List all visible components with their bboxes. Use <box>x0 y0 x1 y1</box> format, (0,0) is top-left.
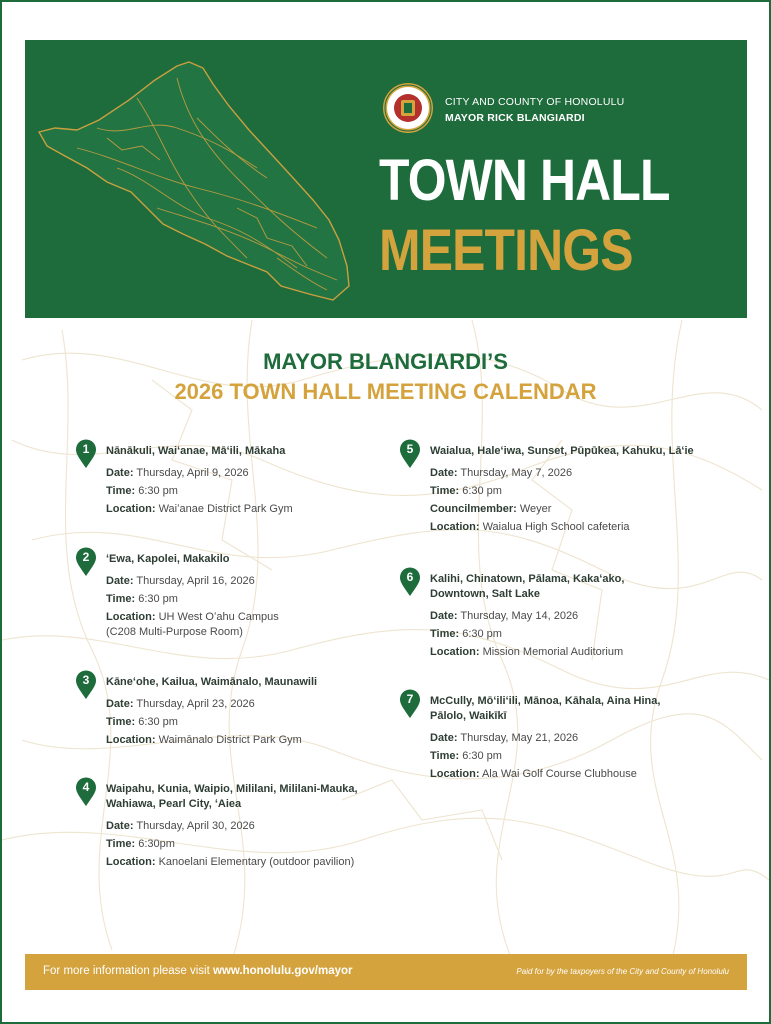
header-banner <box>25 40 747 318</box>
calendar-heading-mayor: MAYOR BLANGIARDI’S <box>263 349 508 374</box>
date-label: Date: <box>106 575 134 587</box>
footer-info <box>43 965 353 977</box>
location-pin-icon <box>399 439 421 469</box>
location-pin-icon <box>399 689 421 719</box>
location-label: Location: <box>106 611 156 623</box>
paid-for-disclaimer: Paid for by the taxpoyers of the City and County of Honolulu <box>516 967 729 976</box>
meeting-item <box>406 692 670 782</box>
meeting-date-row <box>106 694 406 712</box>
calendar-heading-year: 2026 TOWN HALL MEETING CALENDAR <box>174 379 597 404</box>
meeting-location-row <box>430 764 670 782</box>
date-label: Date: <box>106 820 134 832</box>
meeting-location-row <box>430 642 630 660</box>
meeting-item <box>82 550 296 640</box>
meeting-areas: ʻEwa, Kapolei, Makakilo <box>106 553 230 565</box>
meeting-time-row <box>106 712 406 730</box>
title-meetings: MEETINGS <box>379 218 633 283</box>
meeting-time: 6:30 pm <box>462 485 502 497</box>
meeting-date-row <box>430 728 670 746</box>
meeting-time-row <box>106 481 406 499</box>
location-pin-icon <box>75 547 97 577</box>
date-label: Date: <box>430 732 458 744</box>
meeting-time: 6:30 pm <box>462 750 502 762</box>
location-label: Location: <box>430 768 480 780</box>
meeting-date: Thursday, May 7, 2026 <box>460 467 573 479</box>
date-label: Date: <box>430 610 458 622</box>
meeting-location: Mission Memorial Auditorium <box>482 646 624 658</box>
title-town-hall: TOWN HALL <box>379 148 670 213</box>
time-label: Time: <box>106 716 136 728</box>
meeting-date-row <box>430 463 730 481</box>
footer-bar <box>25 954 747 990</box>
meeting-location-row <box>106 730 406 748</box>
meeting-areas: Nānākuli, Waiʻanae, Māʻili, Mākaha <box>106 445 286 457</box>
meeting-item <box>82 780 361 870</box>
meeting-location-row <box>430 517 730 535</box>
location-pin-icon <box>399 567 421 597</box>
meeting-time: 6:30 pm <box>462 628 502 640</box>
meeting-date-row <box>106 463 406 481</box>
meeting-item <box>82 442 406 517</box>
meeting-date: Thursday, May 21, 2026 <box>460 732 579 744</box>
meeting-number: 3 <box>82 673 90 687</box>
meeting-number: 7 <box>406 692 414 706</box>
meeting-date-row <box>106 571 296 589</box>
meeting-time: 6:30pm <box>138 838 175 850</box>
location-pin-icon <box>75 670 97 700</box>
meeting-time-row <box>106 589 296 607</box>
meeting-councilmember-row <box>430 499 730 517</box>
meeting-location-row <box>106 852 361 870</box>
meeting-time: 6:30 pm <box>138 593 178 605</box>
meeting-item <box>406 570 630 660</box>
meeting-time-row <box>106 834 361 852</box>
meeting-areas: McCully, Mōʻiliʻili, Mānoa, Kāhala, Aina Hina, Pālolo, Waikīkī <box>430 695 661 722</box>
meeting-location: Waiʻanae District Park Gym <box>158 503 293 515</box>
location-label: Location: <box>430 521 480 533</box>
time-label: Time: <box>430 628 460 640</box>
city-name: CITY AND COUNTY OF HONOLULU <box>445 96 625 108</box>
meeting-areas: Kāneʻohe, Kailua, Waimānalo, Maunawili <box>106 676 318 688</box>
meeting-item <box>406 442 730 535</box>
meeting-time-row <box>430 624 630 642</box>
meeting-number: 6 <box>406 570 414 584</box>
meeting-location: Ala Wai Golf Course Clubhouse <box>481 768 637 780</box>
meeting-location-row <box>106 607 296 640</box>
meeting-number: 2 <box>82 550 90 564</box>
meeting-date: Thursday, May 14, 2026 <box>460 610 579 622</box>
location-pin-icon <box>75 439 97 469</box>
mayor-name: MAYOR RICK BLANGIARDI <box>445 112 585 124</box>
website-link[interactable]: www.honolulu.gov/mayor <box>213 965 353 977</box>
time-label: Time: <box>106 838 136 850</box>
meeting-date: Thursday, April 30, 2026 <box>136 820 255 832</box>
time-label: Time: <box>430 750 460 762</box>
meeting-location: Waialua High School cafeteria <box>482 521 630 533</box>
city-seal-icon <box>382 82 434 134</box>
meeting-time-row <box>430 746 670 764</box>
meeting-time: 6:30 pm <box>138 485 178 497</box>
meeting-number: 5 <box>406 442 414 456</box>
meeting-time: 6:30 pm <box>138 716 178 728</box>
footer-info-text: For more information please visit <box>43 965 214 977</box>
meeting-number: 4 <box>82 780 90 794</box>
date-label: Date: <box>106 698 134 710</box>
meeting-location: Kanoelani Elementary (outdoor pavilion) <box>158 856 355 868</box>
oahu-island-map-illustration <box>37 58 352 303</box>
time-label: Time: <box>430 485 460 497</box>
location-label: Location: <box>106 503 156 515</box>
meeting-date-row <box>430 606 630 624</box>
location-label: Location: <box>430 646 480 658</box>
meeting-areas: Waipahu, Kunia, Waipio, Mililani, Mililani-Mauka, Wahiawa, Pearl City, ʻAiea <box>106 783 358 810</box>
time-label: Time: <box>106 593 136 605</box>
meeting-date-row <box>106 816 361 834</box>
meeting-location: Waimānalo District Park Gym <box>158 734 302 746</box>
councilmember-label: Councilmember: <box>430 503 517 515</box>
meeting-date: Thursday, April 9, 2026 <box>136 467 249 479</box>
location-pin-icon <box>75 777 97 807</box>
meeting-number: 1 <box>82 442 90 456</box>
date-label: Date: <box>106 467 134 479</box>
meeting-date: Thursday, April 16, 2026 <box>136 575 255 587</box>
meeting-councilmember: Weyer <box>519 503 552 515</box>
meeting-areas: Waialua, Haleʻiwa, Sunset, Pūpūkea, Kahuku, Lāʻie <box>430 445 694 457</box>
meeting-location: UH West Oʻahu Campus (C208 Multi-Purpose Room) <box>106 611 279 638</box>
meeting-location-row <box>106 499 406 517</box>
meeting-areas: Kalihi, Chinatown, Pālama, Kakaʻako, Downtown, Salt Lake <box>430 573 625 600</box>
meeting-item <box>82 673 406 748</box>
location-label: Location: <box>106 734 156 746</box>
time-label: Time: <box>106 485 136 497</box>
meeting-time-row <box>430 481 730 499</box>
location-label: Location: <box>106 856 156 868</box>
meeting-date: Thursday, April 23, 2026 <box>136 698 255 710</box>
date-label: Date: <box>430 467 458 479</box>
